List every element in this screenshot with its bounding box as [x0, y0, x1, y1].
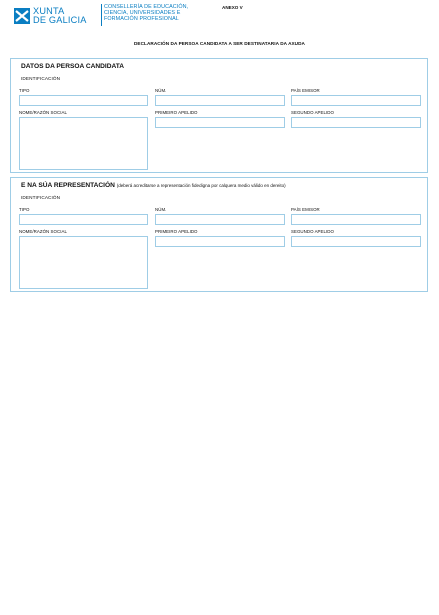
nome-label: NOME/RAZÓN SOCIAL — [19, 110, 67, 115]
primeiro-apelido-label: PRIMEIRO APELIDO — [155, 110, 198, 115]
xunta-logo — [14, 5, 87, 27]
primeiro-apelido-field[interactable] — [155, 236, 285, 247]
num-label: NÚM. — [155, 88, 167, 93]
section-title: DATOS DA PERSOA CANDIDATA — [21, 63, 125, 70]
logo-line-1: XUNTA — [33, 5, 65, 16]
pais-emisor-field[interactable] — [291, 214, 421, 225]
section-title-text: E NA SÚA REPRESENTACIÓN — [21, 182, 115, 189]
nome-label: NOME/RAZÓN SOCIAL — [19, 229, 67, 234]
pais-emisor-field[interactable] — [291, 95, 421, 106]
identification-subhead: IDENTIFICACIÓN — [21, 76, 61, 81]
segundo-apelido-field[interactable] — [291, 236, 421, 247]
anexo-label: ANEXO V — [222, 5, 243, 10]
tipo-label: TIPO — [19, 88, 30, 93]
primeiro-apelido-label: PRIMEIRO APELIDO — [155, 229, 198, 234]
segundo-apelido-field[interactable] — [291, 117, 421, 128]
tipo-label: TIPO — [19, 207, 30, 212]
tipo-field[interactable] — [19, 95, 148, 106]
dept-line-2: CIENCIA, UNIVERSIDADES E — [104, 10, 181, 17]
section-representative — [10, 177, 428, 292]
section-title — [21, 182, 286, 189]
num-label: NÚM. — [155, 207, 167, 212]
primeiro-apelido-field[interactable] — [155, 117, 285, 128]
section-candidate — [10, 58, 428, 173]
document-title: DECLARACIÓN DA PERSOA CANDIDATA A SER DESTINATARIA DA AXUDA — [133, 41, 305, 46]
tipo-field[interactable] — [19, 214, 148, 225]
segundo-apelido-label: SEGUNDO APELIDO — [291, 229, 334, 234]
pais-label: PAÍS EMISOR — [291, 207, 320, 212]
segundo-apelido-label: SEGUNDO APELIDO — [291, 110, 334, 115]
dept-line-1: CONSELLERÍA DE EDUCACIÓN, — [104, 4, 189, 10]
representation-note: (deberá acreditarse a representación fidedigna por calquera medio válido en dereito) — [116, 183, 286, 188]
identification-subhead: IDENTIFICACIÓN — [21, 195, 61, 200]
nome-razon-social-field[interactable] — [19, 236, 148, 289]
logo-line-2: DE GALICIA — [33, 15, 87, 25]
pais-label: PAÍS EMISOR — [291, 88, 320, 93]
num-field[interactable] — [155, 95, 285, 106]
department-name — [104, 4, 188, 22]
logo-wordmark — [33, 7, 87, 26]
header-divider — [101, 4, 102, 26]
xunta-cross-icon — [14, 8, 30, 24]
nome-razon-social-field[interactable] — [19, 117, 148, 170]
dept-line-3: FORMACIÓN PROFESIONAL — [104, 16, 179, 23]
num-field[interactable] — [155, 214, 285, 225]
